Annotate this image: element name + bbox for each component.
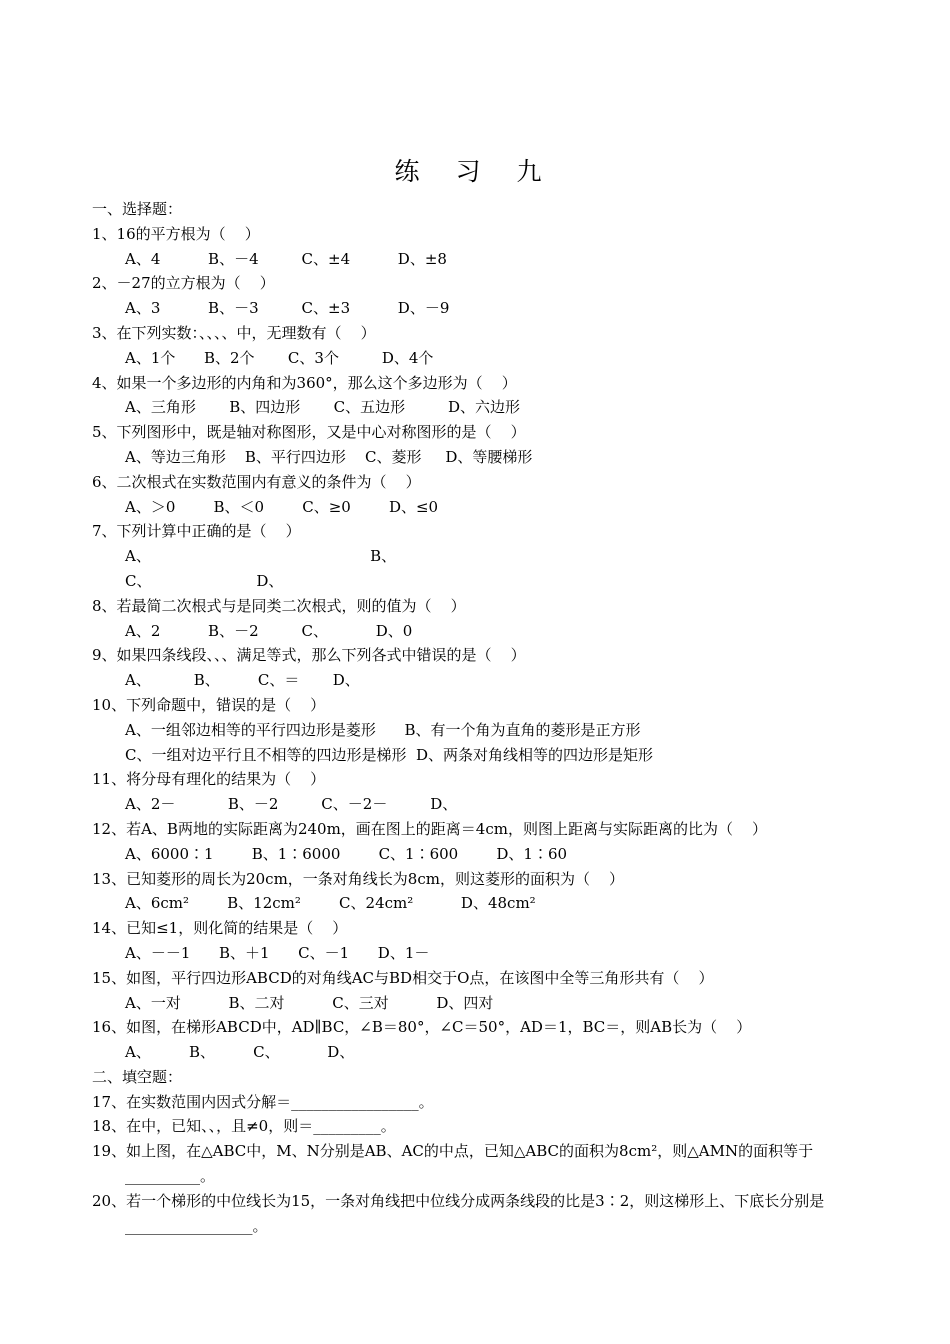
question-line: 18、在中，已知、、，且≠0，则＝_________。 bbox=[92, 1117, 396, 1136]
question-line: 10、下列命题中，错误的是（ ） bbox=[92, 695, 326, 714]
question-line: 13、已知菱形的周长为20cm，一条对角线长为8cm，则这菱形的面积为（ ） bbox=[92, 869, 625, 888]
answer-options: A、3 B、－3 C、±3 D、－9 bbox=[125, 299, 450, 318]
answer-options: A、2－ B、－2 C、－2－ D、 bbox=[125, 795, 458, 814]
answer-options: A、6cm² B、12cm² C、24cm² D、48cm² bbox=[125, 894, 536, 913]
answer-options: A、4 B、－4 C、±4 D、±8 bbox=[125, 249, 447, 268]
answer-options: A、一组邻边相等的平行四边形是菱形 B、有一个角为直角的菱形是正方形 bbox=[125, 720, 641, 739]
exercise-content bbox=[92, 197, 867, 1238]
answer-options: C、 D、 bbox=[125, 571, 284, 590]
answer-options: A、1个 B、2个 C、3个 D、4个 bbox=[125, 348, 434, 367]
question-line: 1、16的平方根为（ ） bbox=[92, 224, 260, 243]
question-line: 12、若A、B两地的实际距离为240m，画在图上的距离＝4cm，则图上距离与实际距离的比为（ ） bbox=[92, 819, 768, 838]
answer-options: A、等边三角形 B、平行四边形 C、菱形 D、等腰梯形 bbox=[125, 447, 533, 466]
answer-options: A、＞0 B、＜0 C、≥0 D、≤0 bbox=[125, 497, 439, 516]
question-line: 4、如果一个多边形的内角和为360°，那么这个多边形为（ ） bbox=[92, 373, 517, 392]
question-line: 5、下列图形中，既是轴对称图形，又是中心对称图形的是（ ） bbox=[92, 423, 526, 442]
question-line: 二、填空题： bbox=[92, 1067, 183, 1086]
question-line: 9、如果四条线段、、、满足等式，那么下列各式中错误的是（ ） bbox=[92, 646, 526, 665]
answer-options: A、三角形 B、四边形 C、五边形 D、六边形 bbox=[125, 398, 521, 417]
answer-options: A、 B、 bbox=[125, 547, 397, 566]
answer-options: C、一组对边平行且不相等的四边形是梯形 D、两条对角线相等的四边形是矩形 bbox=[125, 745, 654, 764]
question-line: 6、二次根式在实数范围内有意义的条件为（ ） bbox=[92, 472, 421, 491]
question-line: 19、如上图，在△ABC中，M、N分别是AB、AC的中点，已知△ABC的面积为8cm²，则△AMN的面积等于__________。 bbox=[92, 1142, 814, 1186]
question-line: 8、若最简二次根式与是同类二次根式，则的值为（ ） bbox=[92, 596, 466, 615]
question-line: 7、下列计算中正确的是（ ） bbox=[92, 522, 301, 541]
question-line: 一、选择题： bbox=[92, 200, 183, 218]
question-line: 11、将分母有理化的结果为（ ） bbox=[92, 770, 326, 789]
question-line: 2、－27的立方根为（ ） bbox=[92, 274, 275, 293]
answer-options: A、 B、 C、＝ D、 bbox=[125, 671, 360, 690]
question-line: 3、在下列实数：、、、、中，无理数有（ ） bbox=[92, 323, 376, 342]
answer-options: A、一对 B、二对 C、三对 D、四对 bbox=[125, 993, 494, 1012]
answer-options: A、6000∶1 B、1∶6000 C、1∶600 D、1∶60 bbox=[125, 844, 568, 863]
question-line: 15、如图，平行四边形ABCD的对角线AC与BD相交于O点，在该图中全等三角形共有（ ） bbox=[92, 968, 714, 987]
page-title: 练 习 九 bbox=[394, 157, 556, 186]
question-line: 17、在实数范围内因式分解＝_________________。 bbox=[92, 1092, 434, 1111]
answer-options: A、－－1 B、＋1 C、－1 D、1－ bbox=[125, 943, 430, 962]
question-line: 20、若一个梯形的中位线长为15，一条对角线把中位线分成两条线段的比是3∶2，则这梯形上、下底长分别是_________________。 bbox=[92, 1191, 825, 1235]
question-line: 16、如图，在梯形ABCD中，AD∥BC，∠B＝80°，∠C＝50°，AD＝1，BC＝，则AB长为（ ） bbox=[92, 1018, 752, 1037]
question-line: 14、已知≤1，则化简的结果是（ ） bbox=[92, 919, 348, 938]
answer-options: A、2 B、－2 C、 D、0 bbox=[125, 621, 413, 640]
answer-options: A、 B、 C、 D、 bbox=[125, 1043, 355, 1062]
